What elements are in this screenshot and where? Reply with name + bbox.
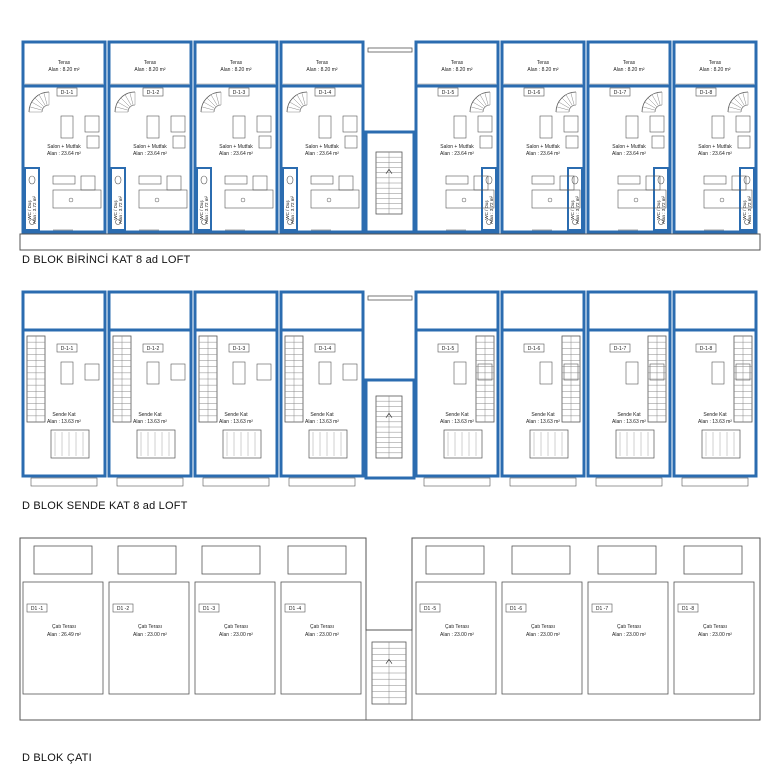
roof-unit — [416, 582, 496, 694]
floor1-kitchen-counter — [139, 176, 161, 184]
floor2-table — [626, 362, 638, 384]
roof-terrace-outline — [588, 582, 668, 694]
floor1-sofa — [478, 116, 492, 132]
floor2-unit-label: D-1-6 — [527, 346, 541, 352]
floor1-wc-name: WC / Duş — [570, 200, 575, 220]
roof-skylight — [118, 546, 176, 574]
floor1-kitchen-sink — [548, 198, 552, 202]
roof-room-name: Çatı Terası — [137, 624, 163, 630]
floor2-sofa — [257, 364, 271, 380]
floor2-unit — [674, 292, 756, 486]
floor1-bridge-top — [368, 48, 412, 52]
floor1-core — [366, 132, 414, 232]
floor2-room-name: Sende Kat — [224, 412, 248, 418]
floor1-spiral-stair-tread — [566, 95, 573, 106]
floor2-unit-label: D-1-1 — [60, 346, 74, 352]
floor1-kitchen-counter — [618, 176, 640, 184]
floor1-spiral-stair-tread — [471, 107, 484, 110]
floor1-kitchen-sink — [462, 198, 466, 202]
roof-room-area: Alan : 23.00 m² — [698, 632, 732, 638]
floor2-unit-label: D-1-3 — [232, 346, 246, 352]
roof-skylight — [598, 546, 656, 574]
roof-skylight — [34, 546, 92, 574]
floor1-unit — [109, 42, 191, 232]
floor1-terrace-name: Teras — [229, 60, 243, 66]
roof-room-name: Çatı Terası — [530, 624, 556, 630]
floor1-spiral-stair-tread — [44, 93, 47, 106]
roof-outline — [20, 538, 760, 720]
floor1-sofa — [564, 116, 578, 132]
floor1-unit-label: D-1-6 — [527, 90, 541, 96]
floor1-armchair — [480, 136, 492, 148]
floor2-balcony — [289, 478, 355, 486]
floor2-table — [233, 362, 245, 384]
roof-unit-label: D1 -7 — [595, 606, 609, 612]
floor1-terrace-area: Alan : 8.20 m² — [220, 67, 252, 73]
roof-skylight — [426, 546, 484, 574]
roof-terrace-outline — [502, 582, 582, 694]
roof-skylight — [512, 546, 570, 574]
roof-skylight — [288, 546, 346, 574]
floor1-spiral-stair-tread — [571, 93, 574, 106]
floor1-spiral-stair-tread — [480, 95, 487, 106]
floor1-kitchen-sink — [720, 198, 724, 202]
roof-unit-label: D1 -3 — [202, 606, 216, 612]
floor2-stair — [562, 336, 580, 422]
roof-room-name: Çatı Terası — [444, 624, 470, 630]
floor1-wc-name: WC / Duş — [742, 200, 747, 220]
floor1-terrace-name: Teras — [536, 60, 550, 66]
floor2-table — [540, 362, 552, 384]
floor1-room-area: Alan : 23.64 m² — [219, 151, 253, 157]
floor1-terrace-area: Alan : 8.20 m² — [134, 67, 166, 73]
roof-room-name: Çatı Terası — [309, 624, 335, 630]
floor1-unit — [588, 42, 670, 232]
floor1-armchair — [566, 136, 578, 148]
floor2-table — [61, 362, 73, 384]
floor2-room-area: Alan : 13.63 m² — [526, 419, 560, 425]
floor2-balcony — [203, 478, 269, 486]
roof-skylight — [684, 546, 742, 574]
floor2-unit — [281, 292, 363, 486]
floor2-unit — [195, 292, 277, 486]
roof-room-area: Alan : 23.00 m² — [612, 632, 646, 638]
floor1-sofa — [736, 116, 750, 132]
roof-room-name: Çatı Terası — [51, 624, 77, 630]
floor1-kitchen-unit — [311, 190, 359, 208]
floor1-table — [319, 116, 331, 138]
roof-unit-label: D1 -4 — [288, 606, 302, 612]
floor1-kitchen-unit — [225, 190, 273, 208]
floor1-unit-label: D-1-8 — [699, 90, 713, 96]
floor1-caption: D BLOK BİRİNCİ KAT 8 ad LOFT — [22, 254, 191, 266]
floor1-wc-area: Alan : 3.72 m² — [489, 195, 494, 225]
roof-room-name: Çatı Terası — [223, 624, 249, 630]
floor1-wc-area: Alan : 3.72 m² — [661, 195, 666, 225]
floor1-spiral-stair-tread — [473, 102, 484, 109]
floor2-core-stairs — [376, 396, 402, 458]
floor1-armchair — [87, 136, 99, 148]
floor1-kitchen-counter — [225, 176, 247, 184]
floor1-unit-label: D-1-4 — [318, 90, 332, 96]
floor1-spiral-stair-tread — [643, 107, 656, 110]
floor2-sofa — [343, 364, 357, 380]
floor1-core-stairs — [376, 152, 402, 214]
floor2-room-area: Alan : 13.63 m² — [133, 419, 167, 425]
floor1-table — [626, 116, 638, 138]
floor1-spiral-stair-tread — [657, 93, 660, 106]
floor1-kitchen-sink — [155, 198, 159, 202]
floor1-wc-name: WC / Duş — [285, 200, 290, 220]
roof-room-area: Alan : 23.00 m² — [133, 632, 167, 638]
floor1-spiral-stair-tread — [290, 102, 301, 109]
floor2-core — [366, 380, 414, 478]
floor1-kitchen-counter — [53, 176, 75, 184]
floor1-spiral-stair-tread — [121, 98, 130, 107]
floor1-spiral-stair-tread — [302, 93, 305, 106]
floor1-wc-toilet — [29, 176, 35, 184]
floor2-unit-label: D-1-4 — [318, 346, 332, 352]
roof-room-area: Alan : 23.00 m² — [305, 632, 339, 638]
floor1-base-slab — [20, 234, 760, 250]
floor1-sofa — [85, 116, 99, 132]
roof-terrace-outline — [195, 582, 275, 694]
floor1-room-name: Salon + Mutfak — [698, 144, 732, 150]
floor2-stair — [113, 336, 131, 422]
floor1-wc-area: Alan : 3.72 m² — [290, 195, 295, 225]
floor1-spiral-stair-tread — [645, 102, 656, 109]
floor1-spiral-stair-tread — [207, 98, 216, 107]
floor1-armchair — [173, 136, 185, 148]
roof-unit — [23, 582, 103, 694]
floor1-kitchen-unit — [139, 190, 187, 208]
floor1-unit — [502, 42, 584, 232]
roof-room-name: Çatı Terası — [616, 624, 642, 630]
floor2-caption: D BLOK SENDE KAT 8 ad LOFT — [22, 500, 188, 512]
floor1-unit-label: D-1-3 — [232, 90, 246, 96]
floor1-spiral-stair-tread — [485, 93, 488, 106]
roof-terrace-outline — [281, 582, 361, 694]
floor1-table — [61, 116, 73, 138]
floor1-kitchen-sink — [634, 198, 638, 202]
floor1-kitchen-appliance — [81, 176, 95, 190]
floor1-spiral-stair-tread — [293, 98, 302, 107]
floor2-sofa — [85, 364, 99, 380]
floor1-spiral-stair-tread — [557, 107, 570, 110]
floor1-armchair — [345, 136, 357, 148]
floor1-sofa — [343, 116, 357, 132]
floor2-plan — [23, 292, 756, 486]
roof-unit-label: D1 -2 — [116, 606, 130, 612]
floor2-table — [147, 362, 159, 384]
floor1-kitchen-counter — [532, 176, 554, 184]
floor1-spiral-stair-tread — [118, 102, 129, 109]
floor2-table — [319, 362, 331, 384]
floor1-kitchen-counter — [311, 176, 333, 184]
floor2-bridge-top — [368, 296, 412, 300]
roof-terrace-outline — [109, 582, 189, 694]
floor1-armchair — [652, 136, 664, 148]
floor1-spiral-stair — [29, 92, 49, 112]
floor1-spiral-stair — [642, 92, 662, 112]
floor1-spiral-stair-tread — [729, 107, 742, 110]
floor1-wc-name: WC / Duş — [27, 200, 32, 220]
floor1-sofa — [650, 116, 664, 132]
floor1-room-name: Salon + Mutfak — [219, 144, 253, 150]
floor1-wc-area: Alan : 3.72 m² — [204, 195, 209, 225]
floor1-wc-name: WC / Duş — [484, 200, 489, 220]
floor1-kitchen-counter — [446, 176, 468, 184]
floor1-terrace-area: Alan : 8.20 m² — [699, 67, 731, 73]
roof-unit — [502, 582, 582, 694]
floor1-kitchen-counter — [704, 176, 726, 184]
floor1-spiral-stair-tread — [476, 98, 485, 107]
floor2-room-area: Alan : 13.63 m² — [698, 419, 732, 425]
roof-unit-label: D1 -8 — [681, 606, 695, 612]
floor1-unit — [674, 42, 756, 232]
roof-core-stairs — [372, 642, 406, 704]
floor2-unit — [588, 292, 670, 486]
roof-room-area: Alan : 23.00 m² — [219, 632, 253, 638]
floor1-room-name: Salon + Mutfak — [440, 144, 474, 150]
floor1-wc-toilet — [486, 176, 492, 184]
floor1-unit-label: D-1-1 — [60, 90, 74, 96]
floor2-unit — [416, 292, 498, 486]
floor1-spiral-stair — [115, 92, 135, 112]
floor1-wc-area: Alan : 3.72 m² — [118, 195, 123, 225]
floor1-spiral-stair — [470, 92, 490, 112]
floor1-terrace-name: Teras — [57, 60, 71, 66]
floor1-terrace-name: Teras — [450, 60, 464, 66]
floor1-terrace-area: Alan : 8.20 m² — [48, 67, 80, 73]
roof-room-area: Alan : 23.00 m² — [526, 632, 560, 638]
floor1-terrace-area: Alan : 8.20 m² — [441, 67, 473, 73]
floor1-wc-toilet — [744, 176, 750, 184]
floor1-table — [147, 116, 159, 138]
floor1-plan — [20, 42, 760, 250]
floor1-wc-toilet — [201, 176, 207, 184]
floor2-balcony — [31, 478, 97, 486]
floor1-spiral-stair-tread — [652, 95, 659, 106]
floor2-bed — [223, 430, 261, 458]
floor2-stair — [734, 336, 752, 422]
floor1-spiral-stair-tread — [39, 95, 46, 106]
floor2-sofa — [171, 364, 185, 380]
roof-unit-label: D1 -1 — [30, 606, 44, 612]
floor2-bed — [530, 430, 568, 458]
floor1-kitchen-appliance — [253, 176, 267, 190]
floor1-spiral-stair-tread — [32, 102, 43, 109]
floor1-kitchen-sink — [241, 198, 245, 202]
floor2-room-name: Sende Kat — [445, 412, 469, 418]
floor1-room-name: Salon + Mutfak — [612, 144, 646, 150]
floor2-unit-label: D-1-2 — [146, 346, 160, 352]
floor1-spiral-stair-tread — [202, 107, 215, 110]
floor2-table — [454, 362, 466, 384]
roof-plan — [20, 538, 760, 720]
floor1-unit — [416, 42, 498, 232]
floor1-room-area: Alan : 23.64 m² — [612, 151, 646, 157]
floor2-balcony — [596, 478, 662, 486]
roof-unit — [281, 582, 361, 694]
floor1-room-area: Alan : 23.64 m² — [47, 151, 81, 157]
floor1-wc-toilet — [658, 176, 664, 184]
roof-unit-label: D1 -6 — [509, 606, 523, 612]
floor2-room-area: Alan : 13.63 m² — [612, 419, 646, 425]
floor1-armchair — [259, 136, 271, 148]
floor2-unit — [23, 292, 105, 486]
floor1-room-area: Alan : 23.64 m² — [133, 151, 167, 157]
floor1-spiral-stair-tread — [30, 107, 43, 110]
roof-unit — [674, 582, 754, 694]
floor1-spiral-stair-tread — [562, 98, 571, 107]
floor1-spiral-stair-tread — [204, 102, 215, 109]
floor1-wc-area: Alan : 3.72 m² — [32, 195, 37, 225]
floor2-balcony — [424, 478, 490, 486]
floor1-unit — [281, 42, 363, 232]
floor2-unit-label: D-1-5 — [441, 346, 455, 352]
floor1-spiral-stair-tread — [35, 98, 44, 107]
floor1-armchair — [738, 136, 750, 148]
floor1-terrace-area: Alan : 8.20 m² — [613, 67, 645, 73]
floor2-room-area: Alan : 13.63 m² — [305, 419, 339, 425]
floor2-balcony — [682, 478, 748, 486]
floor2-bed — [444, 430, 482, 458]
floor1-terrace-name: Teras — [315, 60, 329, 66]
floor1-terrace-area: Alan : 8.20 m² — [306, 67, 338, 73]
roof-unit-label: D1 -5 — [423, 606, 437, 612]
floor1-kitchen-appliance — [339, 176, 353, 190]
floor1-spiral-stair-tread — [125, 95, 132, 106]
floor1-wc-name: WC / Duş — [113, 200, 118, 220]
floor1-wc-toilet — [115, 176, 121, 184]
roof-room-area: Alan : 26.49 m² — [47, 632, 81, 638]
floor2-unit-label: D-1-8 — [699, 346, 713, 352]
floor1-terrace-name: Teras — [622, 60, 636, 66]
floor2-table — [712, 362, 724, 384]
floor2-stair — [476, 336, 494, 422]
floor2-unit-label: D-1-7 — [613, 346, 627, 352]
floor1-unit — [23, 42, 105, 232]
roof-unit — [588, 582, 668, 694]
floor1-spiral-stair-tread — [734, 98, 743, 107]
floor1-room-area: Alan : 23.64 m² — [698, 151, 732, 157]
floor1-unit-label: D-1-5 — [441, 90, 455, 96]
floor2-bed — [616, 430, 654, 458]
floor1-wc-area: Alan : 3.72 m² — [747, 195, 752, 225]
floor1-kitchen-unit — [53, 190, 101, 208]
roof-skylight — [202, 546, 260, 574]
floor1-kitchen-appliance — [167, 176, 181, 190]
floor2-balcony — [117, 478, 183, 486]
floor2-room-name: Sende Kat — [531, 412, 555, 418]
floor2-stair — [285, 336, 303, 422]
floor1-spiral-stair-tread — [211, 95, 218, 106]
floor1-room-area: Alan : 23.64 m² — [526, 151, 560, 157]
floor1-spiral-stair-tread — [559, 102, 570, 109]
floor1-room-name: Salon + Mutfak — [133, 144, 167, 150]
floor1-spiral-stair-tread — [288, 107, 301, 110]
floor1-unit-label: D-1-7 — [613, 90, 627, 96]
floor1-spiral-stair — [287, 92, 307, 112]
floor2-balcony — [510, 478, 576, 486]
floor1-room-name: Salon + Mutfak — [47, 144, 81, 150]
floor1-spiral-stair-tread — [216, 93, 219, 106]
floor2-room-area: Alan : 13.63 m² — [440, 419, 474, 425]
floor1-spiral-stair-tread — [297, 95, 304, 106]
floor2-stair — [199, 336, 217, 422]
floor1-terrace-name: Teras — [708, 60, 722, 66]
floor1-table — [540, 116, 552, 138]
floor1-spiral-stair — [201, 92, 221, 112]
floor1-wc-name: WC / Duş — [199, 200, 204, 220]
floor1-spiral-stair — [556, 92, 576, 112]
floor1-wc-toilet — [287, 176, 293, 184]
roof-unit — [195, 582, 275, 694]
floor1-spiral-stair-tread — [648, 98, 657, 107]
floor1-spiral-stair-tread — [116, 107, 129, 110]
floor2-room-name: Sende Kat — [310, 412, 334, 418]
floor2-unit — [502, 292, 584, 486]
roof-terrace-outline — [23, 582, 103, 694]
floor1-sofa — [171, 116, 185, 132]
floor1-terrace-name: Teras — [143, 60, 157, 66]
floor2-bed — [137, 430, 175, 458]
floor2-bed — [309, 430, 347, 458]
floor2-room-name: Sende Kat — [138, 412, 162, 418]
floor2-unit — [109, 292, 191, 486]
floor1-spiral-stair-tread — [743, 93, 746, 106]
floor2-stair — [27, 336, 45, 422]
floor1-room-area: Alan : 23.64 m² — [305, 151, 339, 157]
roof-room-area: Alan : 23.00 m² — [440, 632, 474, 638]
roof-caption: D BLOK ÇATI — [22, 752, 92, 764]
floor2-room-name: Sende Kat — [617, 412, 641, 418]
roof-unit — [109, 582, 189, 694]
floor2-room-area: Alan : 13.63 m² — [219, 419, 253, 425]
floor1-unit-label: D-1-2 — [146, 90, 160, 96]
roof-terrace-outline — [674, 582, 754, 694]
floor2-bed — [51, 430, 89, 458]
floor1-room-area: Alan : 23.64 m² — [440, 151, 474, 157]
floor2-room-area: Alan : 13.63 m² — [47, 419, 81, 425]
floor1-wc-area: Alan : 3.72 m² — [575, 195, 580, 225]
floor1-table — [233, 116, 245, 138]
floor1-table — [454, 116, 466, 138]
floor2-bed — [702, 430, 740, 458]
roof-terrace-outline — [416, 582, 496, 694]
floor1-kitchen-sink — [69, 198, 73, 202]
floor1-wc-toilet — [572, 176, 578, 184]
floor1-spiral-stair-tread — [130, 93, 133, 106]
floor1-table — [712, 116, 724, 138]
floor1-kitchen-sink — [327, 198, 331, 202]
floor1-spiral-stair — [728, 92, 748, 112]
floor1-spiral-stair-tread — [731, 102, 742, 109]
floor2-stair — [648, 336, 666, 422]
floor1-unit — [195, 42, 277, 232]
floor1-room-name: Salon + Mutfak — [305, 144, 339, 150]
floor1-spiral-stair-tread — [738, 95, 745, 106]
floor1-wc-name: WC / Duş — [656, 200, 661, 220]
floor1-room-name: Salon + Mutfak — [526, 144, 560, 150]
roof-room-name: Çatı Terası — [702, 624, 728, 630]
floor2-room-name: Sende Kat — [703, 412, 727, 418]
floor1-terrace-area: Alan : 8.20 m² — [527, 67, 559, 73]
floor2-room-name: Sende Kat — [52, 412, 76, 418]
floor1-sofa — [257, 116, 271, 132]
